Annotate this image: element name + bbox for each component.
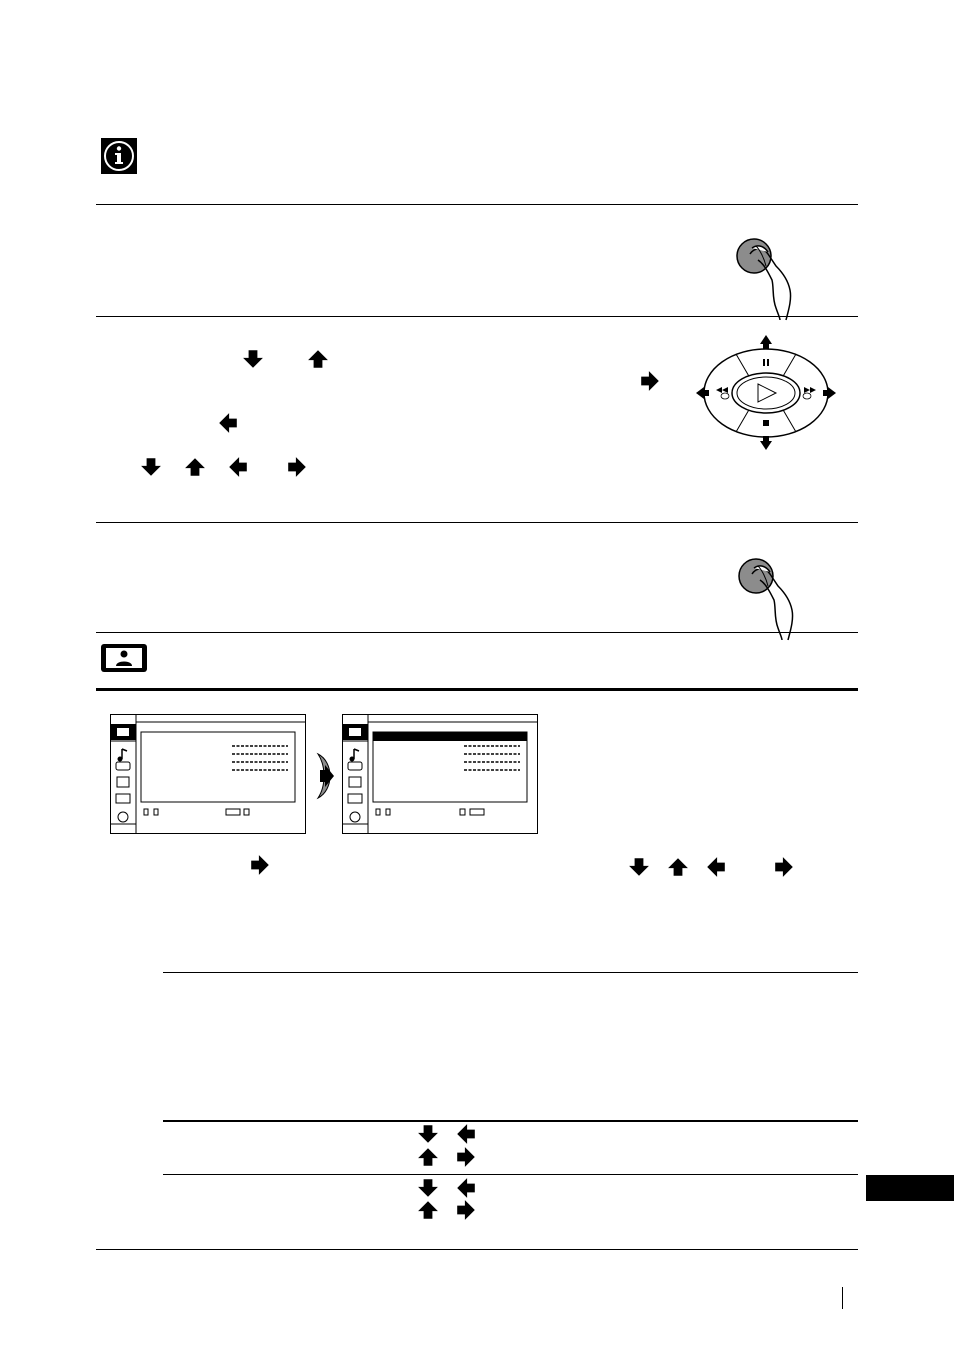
arrow-left-icon (455, 1177, 477, 1199)
info-icon (101, 138, 137, 174)
arrow-down-icon (628, 856, 650, 878)
arrow-down-icon (417, 1123, 439, 1145)
picture-menu-after (342, 714, 538, 834)
navigation-joystick-icon (694, 332, 838, 454)
section-divider-thick (96, 688, 858, 691)
arrow-right-icon (773, 856, 795, 878)
arrow-left-icon (705, 856, 727, 878)
section-divider (96, 1249, 858, 1250)
arrow-down-icon (140, 456, 162, 478)
arrow-up-icon (667, 856, 689, 878)
arrow-right-icon (455, 1146, 477, 1168)
section-divider (96, 632, 858, 633)
table-header-rule (163, 1120, 858, 1122)
arrow-right-icon (286, 456, 308, 478)
section-divider (96, 204, 858, 205)
arrow-right-icon (455, 1199, 477, 1221)
section-divider (96, 522, 858, 523)
arrow-right-icon (249, 854, 271, 876)
arrow-down-icon (417, 1177, 439, 1199)
picture-menu-before (110, 714, 306, 834)
arrow-up-icon (307, 348, 329, 370)
arrow-right-icon (639, 370, 661, 392)
arrow-left-icon (217, 412, 239, 434)
hand-pressing-button-icon (728, 232, 808, 322)
arrow-up-icon (417, 1199, 439, 1221)
table-top-rule (163, 972, 858, 973)
arrow-right-button-icon (312, 752, 338, 800)
table-row-rule (163, 1174, 858, 1175)
picture-icon (101, 644, 147, 672)
arrow-left-icon (455, 1123, 477, 1145)
hand-pressing-button-icon (730, 552, 810, 642)
arrow-down-icon (242, 348, 264, 370)
page-number-divider (842, 1287, 843, 1309)
arrow-up-icon (184, 456, 206, 478)
chapter-tab (866, 1175, 954, 1201)
arrow-left-icon (227, 456, 249, 478)
arrow-up-icon (417, 1146, 439, 1168)
section-divider (96, 316, 858, 317)
